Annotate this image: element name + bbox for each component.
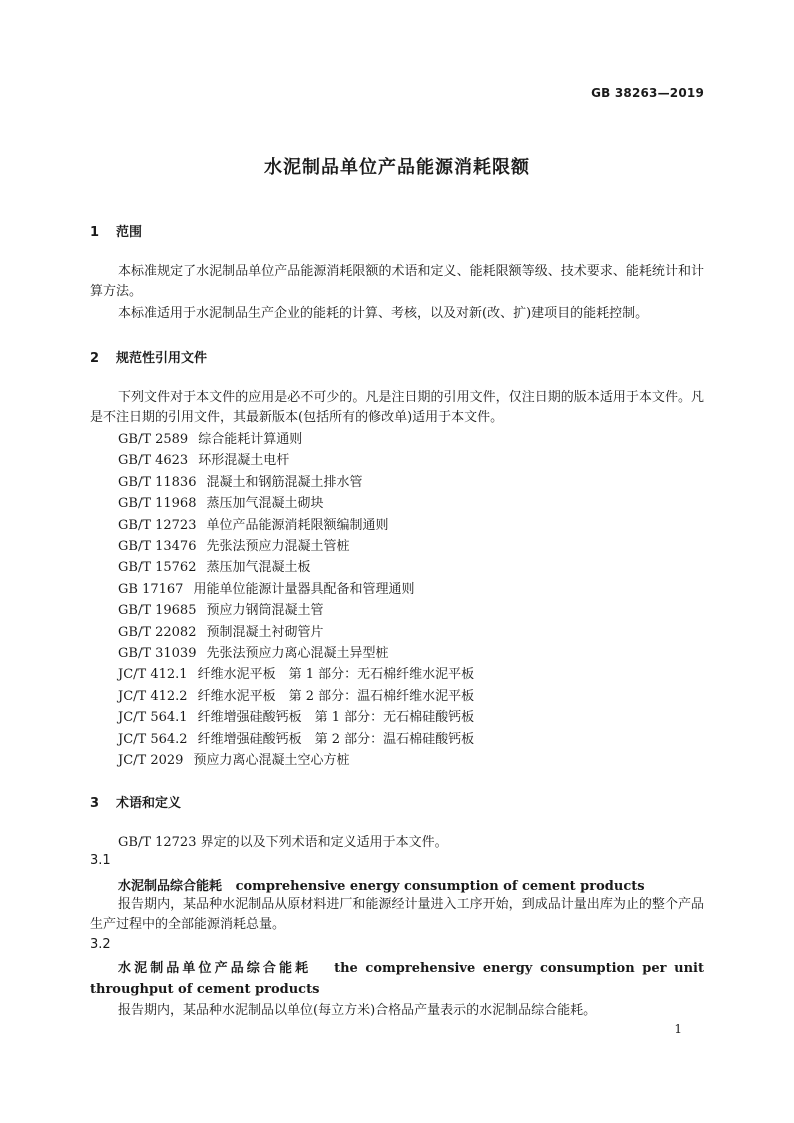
reference-title: 综合能耗计算通则 xyxy=(198,432,303,447)
reference-title: 纤维水泥平板 第 1 部分：无石棉纤维水泥平板 xyxy=(197,667,475,683)
list-item xyxy=(118,750,474,771)
section-number: 3 xyxy=(90,796,100,811)
reference-list xyxy=(118,429,474,772)
reference-title: 混凝土和钢筋混凝土排水管 xyxy=(206,474,363,490)
reference-title: 纤维水泥平板 第 2 部分：温石棉纤维水泥平板 xyxy=(197,688,475,704)
section-2-heading xyxy=(90,347,207,366)
standard-code: GB 38263—2019 xyxy=(591,86,704,100)
reference-code: JC/T 412.1 xyxy=(118,667,188,683)
term-number: 3.1 xyxy=(90,853,111,868)
reference-code: JC/T 412.2 xyxy=(118,688,188,704)
section-3-heading xyxy=(90,792,181,811)
section-title: 术语和定义 xyxy=(116,796,182,811)
reference-code: GB/T 2589 xyxy=(118,432,189,447)
list-item xyxy=(118,536,474,557)
reference-code: GB/T 4623 xyxy=(118,453,189,469)
terms-intro: GB/T 12723 界定的以及下列术语和定义适用于本文件。 xyxy=(118,835,448,850)
reference-code: GB/T 31039 xyxy=(118,646,197,662)
reference-title: 蒸压加气混凝土砌块 xyxy=(206,496,324,512)
list-item xyxy=(118,600,474,621)
term-english: comprehensive energy consumption of cement products xyxy=(235,879,645,894)
term-chinese: 水泥制品综合能耗 xyxy=(118,879,223,894)
section-number: 2 xyxy=(90,351,100,366)
reference-title: 纤维增强硅酸钙板 第 2 部分：温石棉硅酸钙板 xyxy=(197,731,475,747)
list-item xyxy=(118,686,474,707)
reference-title: 环形混凝土电杆 xyxy=(198,453,290,469)
term-heading xyxy=(118,875,645,894)
list-item xyxy=(118,472,474,493)
list-item xyxy=(118,515,474,536)
reference-code: GB/T 22082 xyxy=(118,624,197,640)
list-item xyxy=(118,664,474,685)
reference-title: 预应力钢筒混凝土管 xyxy=(206,603,324,619)
reference-title: 预制混凝土衬砌管片 xyxy=(206,624,324,640)
list-item xyxy=(118,579,474,600)
reference-title: 预应力离心混凝土空心方桩 xyxy=(193,753,350,769)
list-item xyxy=(118,643,474,664)
reference-code: GB/T 11836 xyxy=(118,474,197,490)
term-heading xyxy=(90,958,704,1000)
term-english: the comprehensive energy consumption per unit throughput of cement products xyxy=(90,961,704,997)
reference-title: 单位产品能源消耗限额编制通则 xyxy=(206,517,389,533)
reference-code: GB/T 13476 xyxy=(118,539,197,555)
list-item xyxy=(118,622,474,643)
list-item xyxy=(118,493,474,514)
document-title: 水泥制品单位产品能源消耗限额 xyxy=(264,157,530,178)
term-definition: 报告期内，某品种水泥制品以单位(每立方米)合格品产量表示的水泥制品综合能耗。 xyxy=(118,1003,597,1018)
reference-code: JC/T 2029 xyxy=(118,753,184,769)
reference-title: 先张法预应力混凝土管桩 xyxy=(206,539,350,555)
scope-paragraph-2: 本标准适用于水泥制品生产企业的能耗的计算、考核，以及对新(改、扩)建项目的能耗控制。 xyxy=(118,306,649,321)
term-definition: 报告期内，某品种水泥制品从原材料进厂和能源经计量进入工序开始，到成品计量出库为止的整个产品生产过程中的全部能源消耗总量。 xyxy=(90,897,704,932)
scope-paragraph-1: 本标准规定了水泥制品单位产品能源消耗限额的术语和定义、能耗限额等级、技术要求、能耗统计和计算方法。 xyxy=(90,264,704,299)
section-number: 1 xyxy=(90,225,100,240)
reference-title: 纤维增强硅酸钙板 第 1 部分：无石棉硅酸钙板 xyxy=(197,710,475,726)
reference-code: GB/T 11968 xyxy=(118,496,197,512)
reference-code: GB/T 12723 xyxy=(118,517,197,533)
list-item xyxy=(118,450,474,471)
reference-title: 用能单位能源计量器具配备和管理通则 xyxy=(193,581,415,597)
list-item xyxy=(118,729,474,750)
list-item xyxy=(118,429,474,450)
reference-title: 先张法预应力离心混凝土异型桩 xyxy=(206,646,389,662)
section-1-heading xyxy=(90,221,142,240)
section-title: 范围 xyxy=(116,225,143,240)
reference-title: 蒸压加气混凝土板 xyxy=(206,560,311,576)
term-number: 3.2 xyxy=(90,937,111,952)
references-intro: 下列文件对于本文件的应用是必不可少的。凡是注日期的引用文件，仅注日期的版本适用于本文件。凡是不注日期的引用文件，其最新版本(包括所有的修改单)适用于本文件。 xyxy=(90,390,704,425)
page-number: 1 xyxy=(674,1022,682,1036)
list-item xyxy=(118,557,474,578)
reference-code: GB/T 15762 xyxy=(118,560,197,576)
reference-code: GB/T 19685 xyxy=(118,603,197,619)
reference-code: JC/T 564.2 xyxy=(118,731,188,747)
section-title: 规范性引用文件 xyxy=(116,351,208,366)
reference-code: GB 17167 xyxy=(118,581,184,597)
list-item xyxy=(118,707,474,728)
reference-code: JC/T 564.1 xyxy=(118,710,188,726)
term-chinese: 水泥制品单位产品综合能耗 xyxy=(118,961,312,976)
